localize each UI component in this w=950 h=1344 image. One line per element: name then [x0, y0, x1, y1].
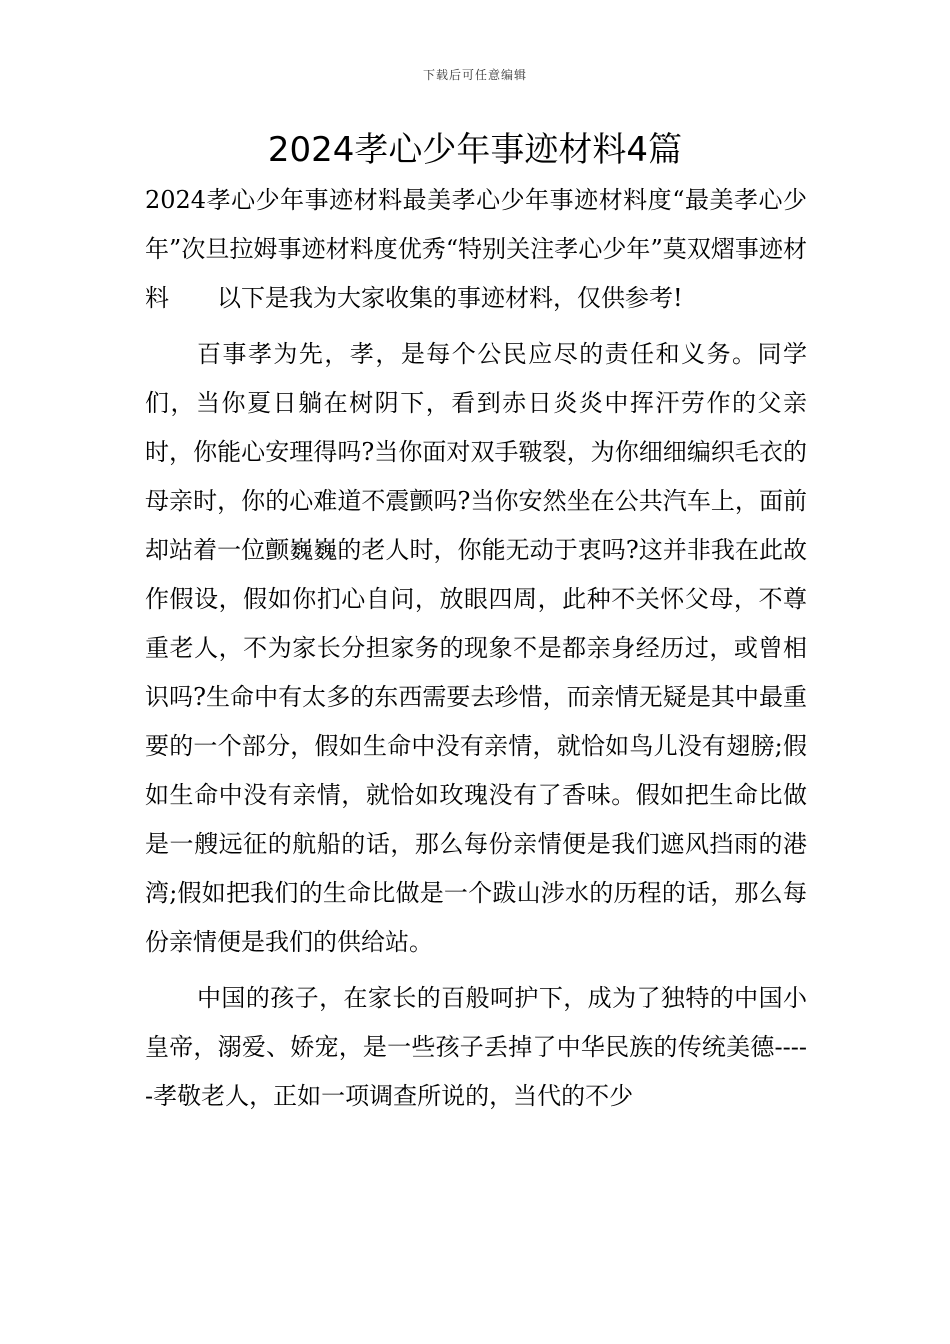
document-title: 2024孝心少年事迹材料4篇 — [267, 130, 683, 170]
paragraph-filial-piety: 百事孝为先，孝，是每个公民应尽的责任和义务。同学们，当你夏日躺在树阴下，看到赤日炎炎中挥汗劳作的父亲时，你能心安理得吗?当你面对双手皲裂，为你细细编织毛衣的母亲时，你的心难道不震颤吗?当你安然坐在公共汽车上，面前却站着一位颤巍巍的老人时，你能无动于衷吗?这并非我在此故作假设，假如你扪心自问，放眼四周，此种不关怀父母，不尊重老人，不为家长分担家务的现象不是都亲身经历过，或曾相识吗?生命中有太多的东西需要去珍惜，而亲情无疑是其中最重要的一个部分，假如生命中没有亲情，就恰如鸟儿没有翅膀;假如生命中没有亲情，就恰如玫瑰没有了香味。假如把生命比做是一艘远征的航船的话，那么每份亲情便是我们遮风挡雨的港湾;假如把我们的生命比做是一个跋山涉水的历程的话，那么每份亲情便是我们的供给站。 — [145, 340, 807, 956]
document-body — [145, 176, 807, 1121]
paragraph-chinese-children: 中国的孩子，在家长的百般呵护下，成为了独特的中国小皇帝，溺爱、娇宠，是一些孩子丢掉了中华民族的传统美德-----孝敬老人，正如一项调查所说的，当代的不少 — [145, 984, 807, 1110]
paragraph-intro: 2024孝心少年事迹材料最美孝心少年事迹材料度“最美孝心少年”次旦拉姆事迹材料度优秀“特别关注孝心少年”莫双熠事迹材料 以下是我为大家收集的事迹材料，仅供参考! — [145, 186, 807, 312]
header-note: 下载后可任意编辑 — [422, 68, 527, 82]
